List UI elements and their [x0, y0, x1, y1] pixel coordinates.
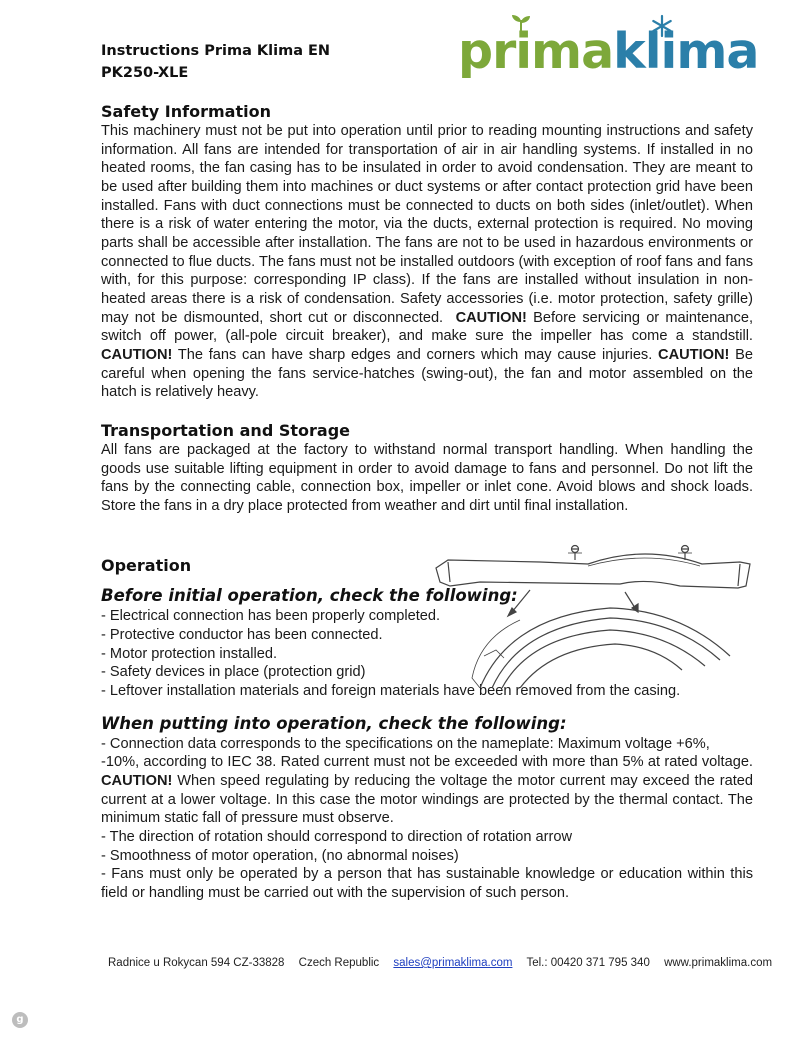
page-footer [108, 957, 783, 969]
safety-text-c: The fans can have sharp edges and corners which may cause injuries. [177, 346, 653, 363]
list-item: - Motor protection installed. [101, 645, 278, 662]
document-title [101, 40, 330, 84]
footer-phone: Tel.: 00420 371 795 340 [526, 957, 650, 969]
list-item: - Leftover installation materials and foreign materials have been removed from the casing. [101, 683, 681, 700]
footer-country: Czech Republic [298, 957, 380, 969]
putting-text-a: -10%, according to IEC 38. Rated current must not be exceeded with more than 5% at rated voltage. [101, 754, 753, 771]
logo-prima-text: prima [458, 23, 614, 80]
logo-klima-text: klima [613, 23, 759, 80]
list-item: - Connection data corresponds to the specifications on the nameplate: Maximum voltage +6%, [101, 735, 710, 752]
putting-operation-heading: When putting into operation, check the following: [101, 713, 567, 733]
transport-paragraph: All fans are packaged at the factory to withstand normal transport handling. When handling the goods use suitable lifting equipment in order to avoid damage to fans and personnel. Do not lift the fans by the connecting cable, connection box, impeller or inlet cone. Avoid blows and shock loads. Store the fans in a dry place protected from weather and dirt until final installation. [101, 441, 753, 514]
primaklima-logo [458, 14, 758, 84]
footer-address: Radnice u Rokycan 594 CZ-33828 [108, 957, 285, 969]
caution-label: CAUTION! [455, 309, 527, 326]
list-item: - Smoothness of motor operation, (no abnormal noises) [101, 847, 459, 864]
putting-operation-list [101, 735, 753, 903]
list-item: - Safety devices in place (protection grid) [101, 664, 366, 681]
footer-website: www.primaklima.com [664, 957, 773, 969]
document-body [101, 98, 753, 903]
fan-hatch-diagram [420, 538, 770, 688]
safety-text-a: This machinery must not be put into operation until prior to reading mounting instructions and safety information. All fans are intended for transportation of air in air handling systems. If installed in no heated rooms, the fan casing has to be insulated in order to avoid condensation. They are meant to be used after building them into machines or duct systems or after contact protection grid have been installed. Fans with duct connections must be connected to ducts on both sides (inlet/outlet). When there is a risk of water entering the motor, via the ducts, external protection is required. No moving parts shall be accessible after installation. The fans are not to be used in hazardous environments or connected to flue ducts. The fans must not be installed outdoors (with exception of roof fans and fans with, for this purpose: corresponding IP class). If the fans are installed without insulation in non-heated areas there is a risk of condensation. Safety accessories (i.e. motor protection, safety grille) may not be dismounted, short cut or disconnected. [101, 123, 753, 326]
logo-wordmark [458, 22, 758, 82]
operation-heading: Operation [101, 556, 192, 576]
putting-text-b: When speed regulating by reducing the voltage the motor current may exceed the rated current at a lower voltage. In this case the motor windings are protected by the thermal contact. The minimum static fall of pressure must observe. [101, 773, 754, 827]
list-item: - Protective conductor has been connected. [101, 627, 383, 644]
list-item: - The direction of rotation should correspond to direction of rotation arrow [101, 829, 573, 846]
caution-label: CAUTION! [101, 346, 173, 363]
footer-email-link[interactable]: sales@primaklima.com [393, 957, 513, 969]
transport-heading: Transportation and Storage [101, 420, 350, 440]
list-item [101, 753, 753, 828]
safety-text-b: Before servicing or maintenance, switch off power, (all-pole circuit breaker), and make sure the impeller has come a standstill. [101, 309, 754, 345]
list-item: - Electrical connection has been properly completed. [101, 608, 441, 625]
safety-paragraph [101, 122, 753, 402]
list-item: - Fans must only be operated by a person that has sustainable knowledge or education within this field or handling must be carried out with the supervision of such person. [101, 866, 753, 901]
document-title-line1: Instructions Prima Klima EN [101, 43, 331, 59]
document-model: PK250-XLE [101, 65, 189, 81]
caution-label: CAUTION! [658, 346, 730, 363]
safety-text-d: Be careful when opening the fans service-hatches (swing-out), the fan and motor assembled on the hatch is relatively heavy. [101, 346, 753, 401]
corner-badge-icon: g [12, 1012, 28, 1028]
before-operation-heading: Before initial operation, check the following: [101, 586, 518, 606]
safety-heading: Safety Information [101, 102, 271, 121]
caution-label: CAUTION! [101, 773, 173, 790]
